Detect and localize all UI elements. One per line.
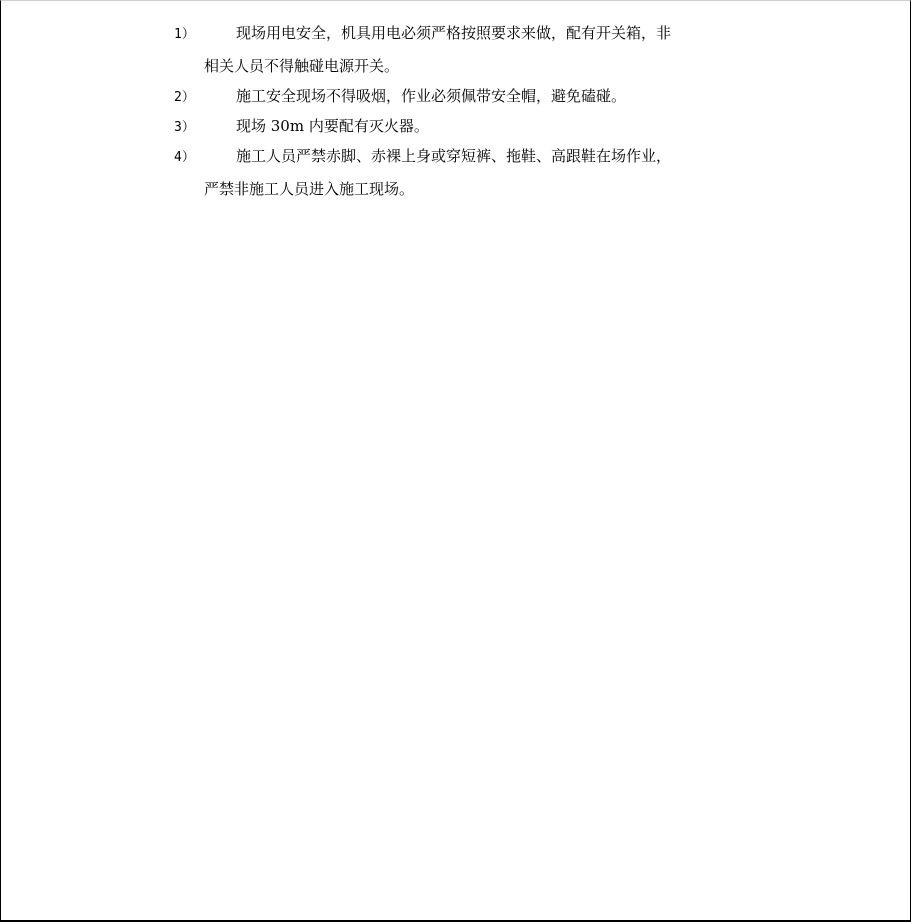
item-first-line: [174, 144, 784, 168]
item-continuation: 严禁非施工人员进入施工现场。: [204, 180, 415, 198]
item-number: 3）: [174, 120, 195, 135]
item-first-line: [174, 84, 784, 108]
item-first-line: [174, 21, 784, 45]
list-item: [174, 144, 784, 201]
item-number: 1）: [174, 27, 195, 42]
item-text: 施工人员严禁赤脚、赤裸上身或穿短裤、拖鞋、高跟鞋在场作业，: [236, 147, 672, 165]
item-first-line: [174, 114, 784, 138]
list-item: [174, 84, 784, 108]
list-item: [174, 114, 784, 138]
item-number: 4）: [174, 150, 195, 165]
item-number: 2）: [174, 90, 195, 105]
item-text: 现场 30m 内要配有灭火器。: [236, 117, 429, 135]
safety-rules-list: [174, 21, 784, 207]
item-text: 现场用电安全，机具用电必须严格按照要求来做，配有开关箱，非: [236, 24, 672, 42]
item-continuation: 相关人员不得触碰电源开关。: [204, 57, 400, 75]
item-text: 施工安全现场不得吸烟，作业必须佩带安全帽，避免磕碰。: [236, 87, 627, 105]
list-item: [174, 21, 784, 78]
